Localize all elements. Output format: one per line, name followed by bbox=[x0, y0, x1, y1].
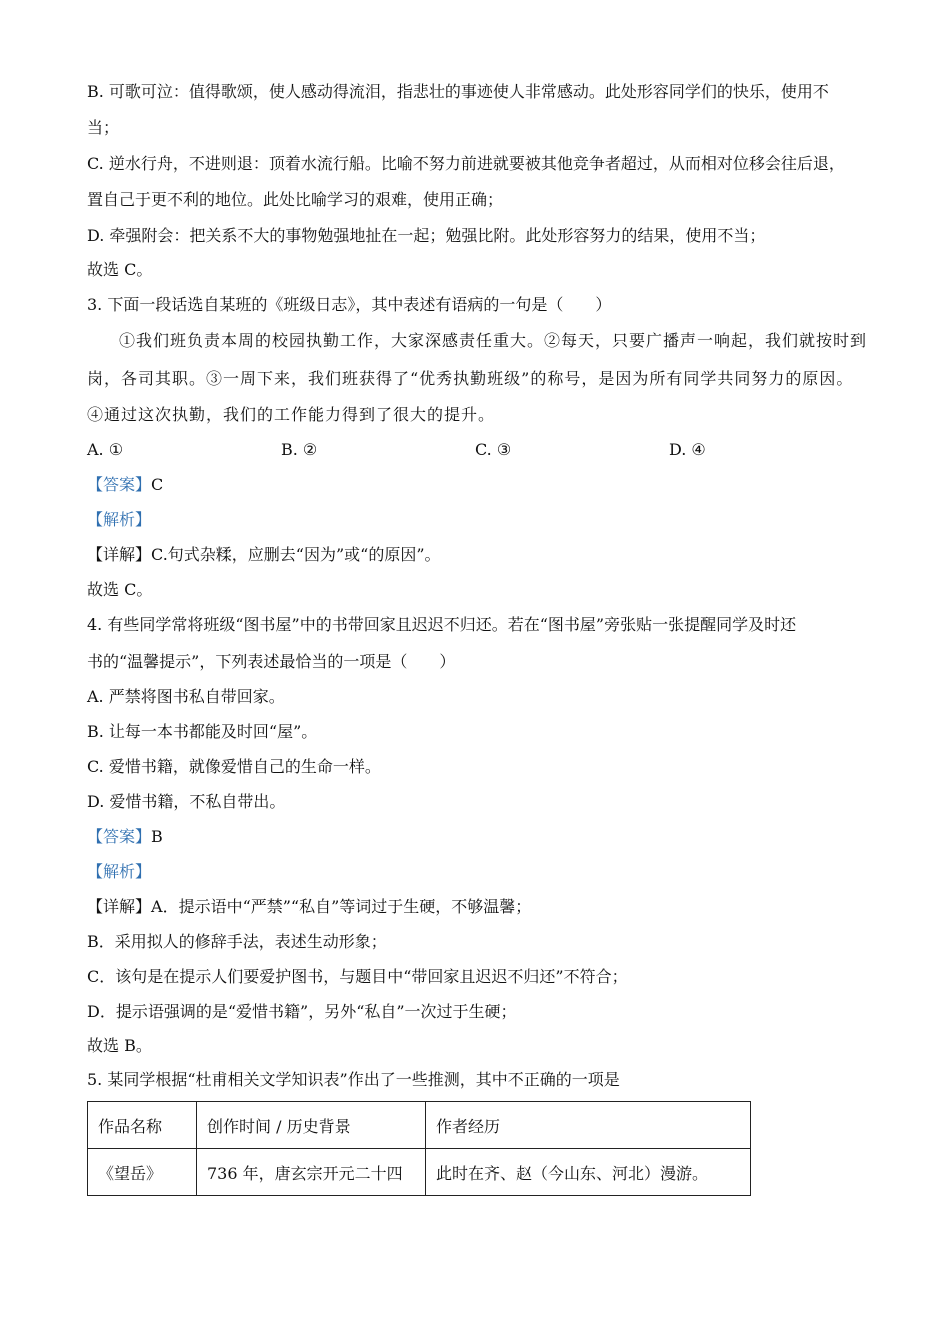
q2-option-b-line1: B. 可歌可泣：值得歌颂，使人感动得流泪，指悲壮的事迹使人非常感动。此处形容同学们的快乐，使用不 bbox=[87, 82, 829, 101]
table-header-cell: 创作时间 / 历史背景 bbox=[197, 1102, 426, 1149]
q4-option-b: B. 让每一本书都能及时回“屋”。 bbox=[87, 722, 318, 741]
q3-option-a: A. ① bbox=[87, 440, 124, 459]
table-cell: 《望岳》 bbox=[88, 1149, 197, 1196]
q4-stem-line2: 书的“温馨提示”，下列表述最恰当的一项是（ ） bbox=[87, 652, 456, 671]
q4-option-d: D. 爱惜书籍，不私自带出。 bbox=[87, 792, 286, 811]
q4-detail-d: D．提示语强调的是“爱惜书籍”，另外“私自”一次过于生硬； bbox=[87, 1002, 517, 1021]
q4-conclusion: 故选 B。 bbox=[87, 1036, 152, 1055]
q3-option-c: C. ③ bbox=[475, 440, 512, 459]
q2-option-d-line: D. 牵强附会：把关系不大的事物勉强地扯在一起；勉强比附。此处形容努力的结果，使用不当； bbox=[87, 226, 766, 245]
q4-detail-a-row bbox=[87, 896, 531, 918]
q4-detail-b: B．采用拟人的修辞手法，表述生动形象； bbox=[87, 932, 387, 951]
q4-analysis-tag: 【解析】 bbox=[87, 862, 152, 881]
q4-option-c: C. 爱惜书籍，就像爱惜自己的生命一样。 bbox=[87, 757, 381, 776]
q3-conclusion: 故选 C。 bbox=[87, 580, 153, 599]
table-row bbox=[88, 1149, 751, 1196]
q4-answer-row bbox=[87, 826, 163, 848]
q2-conclusion: 故选 C。 bbox=[87, 260, 153, 279]
table-header-cell: 作品名称 bbox=[88, 1102, 197, 1149]
q4-detail-tag: 【详解】 bbox=[87, 897, 152, 916]
q2-option-b-line2: 当； bbox=[87, 118, 120, 137]
q4-answer: B bbox=[151, 827, 163, 846]
q3-stem: 3. 下面一段话选自某班的《班级日志》，其中表述有语病的一句是（ ） bbox=[87, 295, 612, 314]
q5-stem: 5. 某同学根据“杜甫相关文学知识表”作出了一些推测，其中不正确的一项是 bbox=[87, 1070, 620, 1089]
q4-detail-a: A．提示语中“严禁”“私自”等词过于生硬，不够温馨； bbox=[151, 897, 532, 916]
q3-passage-line1: ①我们班负责本周的校园执勤工作，大家深感责任重大。②每天，只要广播声一响起，我们就按时到 bbox=[119, 331, 868, 350]
q3-detail-row bbox=[87, 544, 441, 566]
dufu-knowledge-table bbox=[87, 1101, 751, 1196]
q3-answer-tag: 【答案】 bbox=[87, 475, 152, 494]
q4-option-a: A. 严禁将图书私自带回家。 bbox=[87, 687, 285, 706]
q3-answer: C bbox=[151, 475, 164, 494]
q3-passage-line2: 岗，各司其职。③一周下来，我们班获得了“优秀执勤班级”的称号，是因为所有同学共同努力的原因。 bbox=[87, 369, 854, 388]
q3-detail-tag: 【详解】 bbox=[87, 545, 152, 564]
q4-detail-c: C．该句是在提示人们要爱护图书，与题目中“带回家且迟迟不归还”不符合； bbox=[87, 967, 628, 986]
table-cell: 此时在齐、赵（今山东、河北）漫游。 bbox=[426, 1149, 751, 1196]
q3-option-d: D. ④ bbox=[669, 440, 706, 459]
q4-stem-line1: 4. 有些同学常将班级“图书屋”中的书带回家且迟迟不归还。若在“图书屋”旁张贴一张提醒同学及时还 bbox=[87, 615, 797, 634]
q3-passage-line3: ④通过这次执勤，我们的工作能力得到了很大的提升。 bbox=[87, 405, 496, 424]
q3-option-b: B. ② bbox=[281, 440, 318, 459]
q3-answer-row bbox=[87, 474, 163, 496]
table-header-cell: 作者经历 bbox=[426, 1102, 751, 1149]
q4-answer-tag: 【答案】 bbox=[87, 827, 152, 846]
q3-detail: C.句式杂糅，应删去“因为”或“的原因”。 bbox=[151, 545, 441, 564]
q2-option-c-line2: 置自己于更不利的地位。此处比喻学习的艰难，使用正确； bbox=[87, 190, 504, 209]
q2-option-c-line1: C. 逆水行舟，不进则退：顶着水流行船。比喻不努力前进就要被其他竞争者超过，从而相对位移会往后退， bbox=[87, 154, 845, 173]
table-cell: 736 年，唐玄宗开元二十四 bbox=[197, 1149, 426, 1196]
q3-analysis-tag: 【解析】 bbox=[87, 510, 152, 529]
table-header-row bbox=[88, 1102, 751, 1149]
